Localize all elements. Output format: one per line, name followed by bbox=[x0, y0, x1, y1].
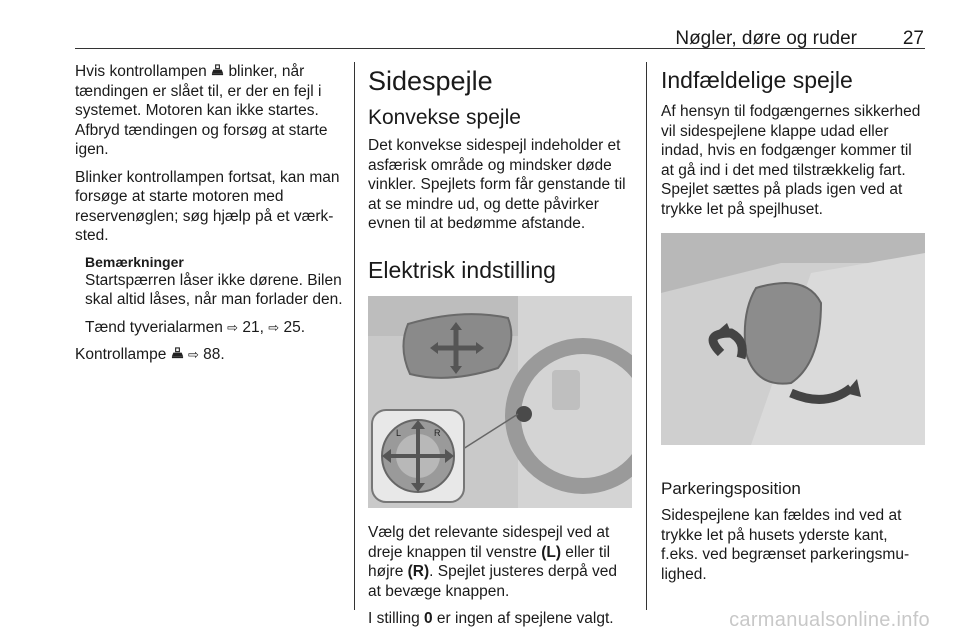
folding-mirrors-text: Af hensyn til fodgængernes sikkerhed vil sidespejlene klappe udad eller indad, hvis en fodgænger kommer til at gå ind i det med tilstrækkelig fart. Spejlet sættes på plads igen ved at trykke let på spejlhuset. bbox=[661, 103, 921, 218]
immobilizer-paragraph: Hvis kontrollampen blinker, når tændingen er slået til, er der en fejl i systemet. Motoren kan ikke startes. Afbryd tændingen og forsøg at starte igen. bbox=[75, 63, 328, 158]
page-ref-link[interactable]: 88 bbox=[203, 346, 221, 363]
watermark: carmanualsonline.info bbox=[729, 609, 930, 631]
column-divider-1 bbox=[354, 62, 355, 610]
page-ref-link[interactable]: 21 bbox=[242, 318, 260, 336]
mirror-switch-illustration bbox=[368, 296, 632, 508]
subsection-title: Konvekse spejle bbox=[368, 106, 521, 129]
column-1 bbox=[75, 62, 347, 373]
parking-position-title: Parkeringsposition bbox=[661, 478, 801, 498]
page-ref-link[interactable]: 25 bbox=[283, 318, 301, 336]
page-ref-arrow-icon: ⇨ bbox=[227, 319, 239, 335]
electric-adjust-text: Vælg det relevante sidespejl ved at dreje knappen til venstre (L) eller til højre (R). Spejlet justeres derpå ved at bevæge knappen. bbox=[368, 524, 617, 600]
note-text: Startspærren låser ikke dørene. Bilen skal altid låses, når man forlader den. bbox=[85, 271, 343, 308]
immobilizer-car-lock-icon bbox=[171, 347, 184, 360]
alarm-reference: Tænd tyverialarmen ⇨ 21, ⇨ 25. bbox=[85, 318, 306, 336]
section-title: Sidespejle bbox=[368, 66, 493, 96]
parking-position-text: Sidespejlene kan fældes ind ved at trykke let på husets yderste kant, f.eks. ved begrænset parkeringsmulighed. bbox=[661, 507, 910, 583]
note-title: Bemærkninger bbox=[85, 253, 184, 270]
running-head: Nøgler, døre og ruder bbox=[675, 28, 857, 49]
convex-mirror-text: Det konvekse sidespejl indeholder et asfærisk område og mindsker døde vinkler. Spejlets form får genstande til at se mindre ud, og dette påvirker evnen til at bedømme afstande. bbox=[368, 137, 626, 232]
page-number: 27 bbox=[902, 28, 924, 49]
column-3 bbox=[661, 62, 927, 592]
position-zero-text: I stilling 0 er ingen af spejlene valgt. bbox=[368, 610, 614, 627]
figure-label-right: R bbox=[434, 427, 441, 438]
indicator-reference: Kontrollampe ⇨ 88. bbox=[75, 346, 225, 363]
folding-mirrors-title: Indfældelige spejle bbox=[661, 67, 853, 93]
header-rule bbox=[75, 48, 925, 49]
page-ref-arrow-icon: ⇨ bbox=[268, 319, 280, 335]
column-2 bbox=[368, 62, 632, 637]
spare-key-paragraph: Blinker kontrollampen fortsat, kan man forsøge at starte motoren med reservenøglen; søg hjælp på et værksted. bbox=[75, 168, 340, 244]
note-box bbox=[85, 254, 347, 338]
column-divider-2 bbox=[646, 62, 647, 610]
electric-adjust-title: Elektrisk indstilling bbox=[368, 256, 556, 283]
page-ref-arrow-icon: ⇨ bbox=[187, 347, 199, 362]
figure-label-left: L bbox=[396, 427, 402, 438]
immobilizer-car-lock-icon bbox=[211, 64, 224, 77]
folding-mirror-illustration bbox=[661, 233, 925, 445]
